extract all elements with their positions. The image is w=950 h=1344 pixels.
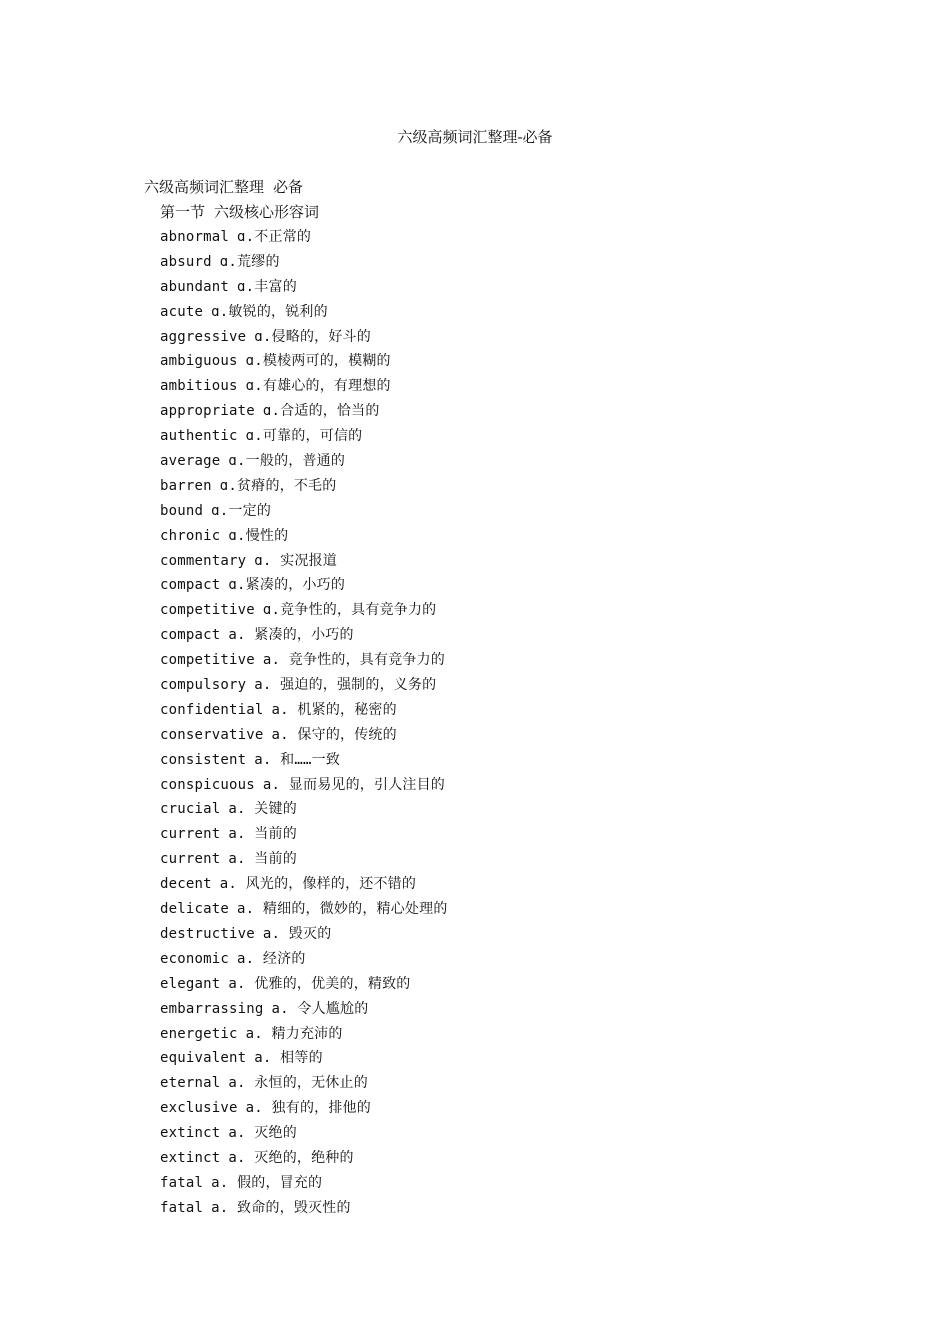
vocab-word: elegant	[160, 975, 221, 992]
vocab-entry	[160, 451, 448, 476]
vocab-entry	[160, 327, 448, 352]
vocab-definition: a. 经济的	[237, 950, 306, 967]
vocab-word: compulsory	[160, 677, 247, 694]
vocab-entry	[160, 1123, 448, 1148]
vocab-definition: a. 独有的，排他的	[245, 1100, 371, 1117]
vocab-word: acute	[160, 303, 204, 320]
vocab-word: eternal	[160, 1075, 221, 1092]
vocab-entry	[160, 849, 448, 874]
vocab-word: aggressive	[160, 328, 247, 345]
vocab-definition: a. 当前的	[228, 826, 297, 843]
vocab-definition: a. 毁灭的	[262, 925, 332, 942]
vocab-definition: a. 优雅的，优美的，精致的	[228, 975, 411, 992]
page-title: 六级高频词汇整理-必备	[397, 128, 553, 146]
vocab-definition: ɑ.一定的	[211, 502, 272, 519]
vocab-word: conspicuous	[160, 776, 255, 793]
vocab-word: ambiguous	[160, 353, 238, 370]
vocab-definition: ɑ.合适的，恰当的	[262, 403, 380, 420]
vocab-entry	[160, 376, 448, 401]
vocab-word: competitive	[160, 602, 255, 619]
vocab-word: average	[160, 453, 221, 470]
vocab-entry	[160, 1073, 448, 1098]
vocab-word: bound	[160, 502, 204, 519]
vocab-entry	[160, 1148, 448, 1173]
vocab-entry	[160, 874, 448, 899]
vocab-definition: a. 永恒的，无休止的	[228, 1075, 368, 1092]
vocab-definition: a. 和……一致	[254, 751, 341, 768]
vocab-word: crucial	[160, 801, 221, 818]
vocab-definition: ɑ.贫瘠的，不毛的	[219, 477, 337, 494]
vocab-entry	[160, 750, 448, 775]
vocab-word: abnormal	[160, 229, 230, 245]
vocab-word: abundant	[160, 278, 230, 295]
vocab-definition: a. 令人尴尬的	[271, 1000, 369, 1017]
vocab-word: fatal	[160, 1199, 204, 1216]
vocab-entry	[160, 476, 448, 501]
vocab-definition: ɑ.侵略的，好斗的	[254, 328, 371, 345]
vocab-entry	[160, 600, 448, 625]
vocab-entry	[160, 1198, 448, 1223]
vocab-word: barren	[160, 477, 212, 494]
vocab-word: extinct	[160, 1149, 221, 1166]
vocab-definition: a. 关键的	[228, 801, 297, 818]
section-heading: 第一节 六级核心形容词	[160, 203, 320, 221]
vocab-entry	[160, 351, 448, 376]
vocab-word: compact	[160, 577, 221, 594]
vocab-definition: a. 当前的	[228, 851, 297, 868]
vocab-entry	[160, 974, 448, 999]
vocab-entry	[160, 501, 448, 526]
vocab-definition: a. 强迫的，强制的，义务的	[254, 677, 437, 694]
vocab-word: economic	[160, 950, 230, 967]
vocab-definition: ɑ.可靠的，可信的	[245, 428, 363, 445]
vocab-word: current	[160, 851, 221, 868]
vocab-definition: ɑ.丰富的	[237, 278, 297, 295]
vocab-definition: ɑ.有雄心的，有理想的	[245, 378, 391, 395]
vocab-entry	[160, 426, 448, 451]
vocab-word: current	[160, 826, 221, 843]
vocab-definition: a. 竞争性的，具有竞争力的	[262, 652, 446, 669]
vocab-entry	[160, 1048, 448, 1073]
vocab-word: exclusive	[160, 1100, 238, 1117]
vocab-entry	[160, 551, 448, 576]
vocab-definition: a. 机紧的，秘密的	[271, 701, 397, 718]
vocab-definition: ɑ.一般的，普通的	[228, 453, 346, 470]
vocab-definition: a. 显而易见的，引人注目的	[262, 776, 446, 793]
vocab-definition: a. 相等的	[254, 1050, 323, 1067]
vocab-entry	[160, 1173, 448, 1198]
vocab-definition: a. 假的，冒充的	[211, 1174, 323, 1191]
vocabulary-list	[160, 227, 448, 1223]
vocab-word: chronic	[160, 527, 221, 544]
vocab-entry	[160, 650, 448, 675]
vocab-definition: ɑ.荒缪的	[219, 253, 280, 270]
vocab-entry	[160, 401, 448, 426]
vocab-definition: ɑ. 实况报道	[254, 552, 337, 569]
vocab-entry	[160, 924, 448, 949]
vocab-definition: ɑ.紧凑的，小巧的	[228, 577, 346, 594]
vocab-definition: a. 精细的，微妙的，精心处理的	[237, 901, 448, 918]
vocab-word: fatal	[160, 1174, 204, 1191]
vocab-definition: ɑ.竞争性的，具有竞争力的	[262, 602, 437, 619]
vocab-entry	[160, 227, 448, 252]
vocab-word: conservative	[160, 726, 264, 743]
vocab-definition: ɑ.敏锐的，锐利的	[211, 303, 328, 320]
vocab-definition: a. 精力充沛的	[245, 1025, 343, 1042]
vocab-word: absurd	[160, 253, 212, 270]
vocab-word: embarrassing	[160, 1000, 264, 1017]
vocab-entry	[160, 252, 448, 277]
vocab-entry	[160, 1024, 448, 1049]
vocab-word: decent	[160, 876, 212, 893]
vocab-word: commentary	[160, 552, 247, 569]
vocab-word: consistent	[160, 751, 247, 768]
vocab-word: delicate	[160, 901, 230, 918]
vocab-word: competitive	[160, 652, 255, 669]
vocab-entry	[160, 799, 448, 824]
vocab-definition: a. 风光的，像样的，还不错的	[219, 876, 417, 893]
vocab-definition: a. 灭绝的	[228, 1125, 297, 1142]
vocab-entry	[160, 725, 448, 750]
vocab-word: appropriate	[160, 403, 255, 420]
vocab-entry	[160, 775, 448, 800]
vocab-entry	[160, 1098, 448, 1123]
vocab-word: confidential	[160, 701, 264, 718]
document-heading: 六级高频词汇整理 必备	[144, 178, 304, 196]
vocab-definition: ɑ.不正常的	[237, 229, 312, 245]
vocab-definition: a. 致命的，毁灭性的	[211, 1199, 351, 1216]
vocab-entry	[160, 899, 448, 924]
vocab-entry	[160, 625, 448, 650]
vocab-definition: a. 保守的，传统的	[271, 726, 397, 743]
vocab-word: equivalent	[160, 1050, 247, 1067]
vocab-entry	[160, 949, 448, 974]
vocab-word: authentic	[160, 428, 238, 445]
vocab-definition: a. 灭绝的，绝种的	[228, 1149, 354, 1166]
vocab-word: extinct	[160, 1125, 221, 1142]
vocab-word: ambitious	[160, 378, 238, 395]
vocab-entry	[160, 999, 448, 1024]
vocab-word: energetic	[160, 1025, 238, 1042]
vocab-entry	[160, 675, 448, 700]
vocab-word: destructive	[160, 925, 255, 942]
vocab-entry	[160, 824, 448, 849]
vocab-entry	[160, 700, 448, 725]
vocab-entry	[160, 277, 448, 302]
vocab-word: compact	[160, 627, 221, 644]
vocab-entry	[160, 575, 448, 600]
vocab-definition: a. 紧凑的，小巧的	[228, 627, 354, 644]
vocab-definition: ɑ.慢性的	[228, 527, 289, 544]
vocab-definition: ɑ.模棱两可的，模糊的	[245, 353, 391, 370]
vocab-entry	[160, 526, 448, 551]
vocab-entry	[160, 302, 448, 327]
